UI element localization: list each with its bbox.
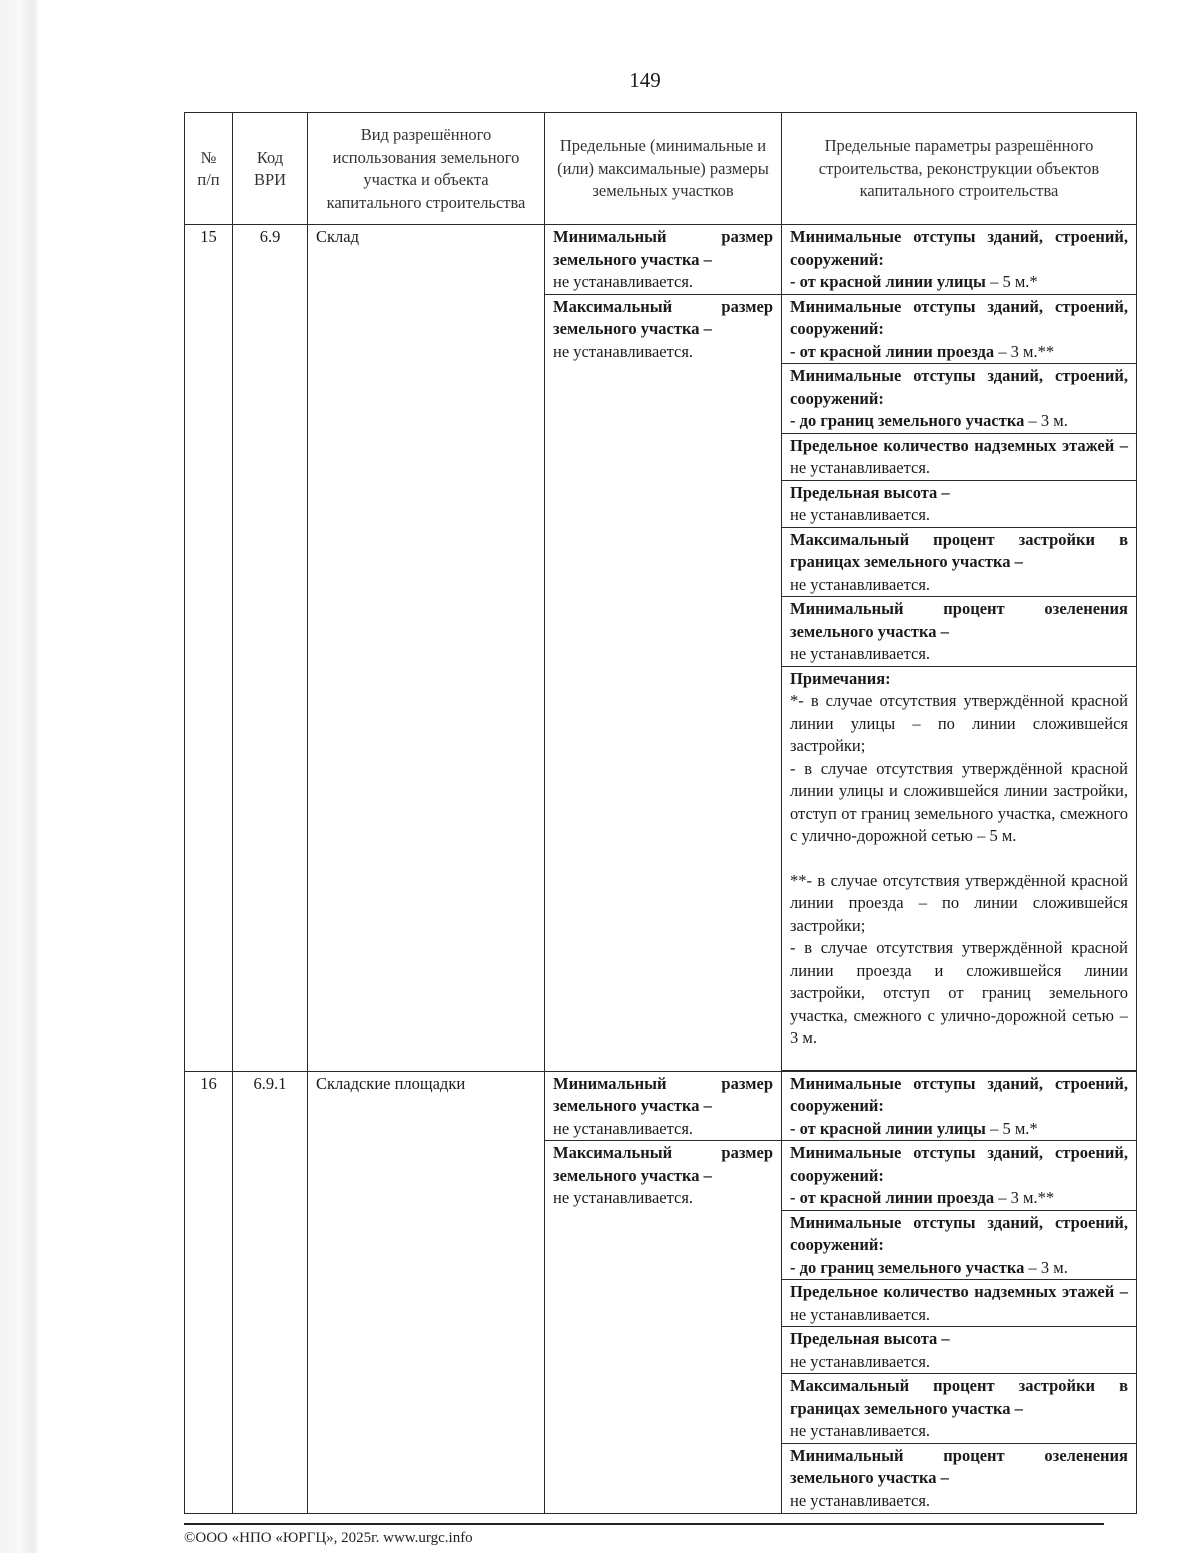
param-value: не устанавливается. <box>790 644 931 663</box>
param-value: не устанавливается. <box>790 574 931 594</box>
max-size-label: Максимальный размер земельного участка – <box>553 1143 773 1185</box>
param-cell <box>782 1327 1137 1374</box>
param-cell <box>782 1210 1137 1280</box>
note-paragraph: - в случае отсутствия утверждённой красной линии проезда и сложившейся линии застройки, отступ от границ земельного участка, смежного с улично-дорожной сетью – 3 м. <box>790 938 1128 1047</box>
param-cell <box>782 527 1137 597</box>
param-cell <box>782 1141 1137 1211</box>
param-label: Минимальный процент озеленения земельного участка – <box>790 599 1128 641</box>
param-value: не устанавливается. <box>790 1351 931 1371</box>
max-size-label: Максимальный размер земельного участка – <box>553 296 773 338</box>
max-size-value: не устанавливается. <box>553 341 694 361</box>
param-value: – 5 м.* <box>990 1118 1038 1138</box>
param-value: не устанавливается. <box>790 1304 931 1324</box>
param-label: Предельное количество надземных этажей – <box>790 435 1128 455</box>
param-cell <box>782 480 1137 527</box>
table-header-row <box>185 113 1137 225</box>
param-label: Минимальные отступы зданий, строений, сооружений: <box>790 1143 1128 1185</box>
param-label: Минимальные отступы зданий, строений, сооружений: <box>790 366 1128 408</box>
param-cell <box>782 1374 1137 1444</box>
param-value: – 3 м.** <box>998 341 1055 361</box>
param-label: Минимальные отступы зданий, строений, сооружений: <box>790 227 1128 269</box>
note-paragraph: *- в случае отсутствия утверждённой красной линии улицы – по линии сложившейся застройки; <box>790 691 1128 755</box>
min-size-label: Минимальный размер земельного участка – <box>553 227 773 269</box>
header-type: Вид разрешённого использования земельного участка и объекта капитального строительства <box>308 113 545 225</box>
row-number: 15 <box>185 225 233 1072</box>
header-code: Код ВРИ <box>233 113 308 225</box>
param-label: Минимальные отступы зданий, строений, сооружений: <box>790 1212 1128 1254</box>
param-label: Минимальные отступы зданий, строений, сооружений: <box>790 1073 1128 1115</box>
row-use-type: Складские площадки <box>308 1071 545 1513</box>
note-paragraph: **- в случае отсутствия утверждённой красной линии проезда – по линии сложившейся застройки; <box>790 870 1128 935</box>
min-size-cell <box>545 1071 782 1141</box>
param-sub: - от красной линии проезда <box>790 1188 995 1207</box>
table-row <box>185 1071 1137 1141</box>
footer-copyright: ©ООО «НПО «ЮРГЦ», 2025г. www.urgc.info <box>184 1530 473 1546</box>
param-sub: - от красной линии улицы <box>790 1118 986 1138</box>
header-sizes: Предельные (минимальные и (или) максимальные) размеры земельных участков <box>545 113 782 225</box>
param-label: Максимальный процент застройки в границах земельного участка – <box>790 529 1128 571</box>
param-cell <box>782 364 1137 434</box>
param-label: Предельная высота – <box>790 1329 950 1348</box>
param-cell <box>782 597 1137 667</box>
param-label: Минимальный процент озеленения земельного участка – <box>790 1445 1128 1487</box>
page-number: 149 <box>629 68 661 92</box>
param-value: – 3 м. <box>1028 1257 1068 1277</box>
min-size-cell <box>545 225 782 295</box>
param-sub: - от красной линии улицы <box>790 272 986 291</box>
table-row <box>185 225 1137 295</box>
row-number: 16 <box>185 1071 233 1513</box>
max-size-cell <box>545 1141 782 1514</box>
param-value: – 5 м.* <box>990 272 1038 291</box>
row-use-type: Склад <box>308 225 545 1072</box>
header-num: № п/п <box>185 113 233 225</box>
param-value: – 3 м. <box>1028 411 1068 430</box>
row-code: 6.9 <box>233 225 308 1072</box>
param-value: – 3 м.** <box>998 1188 1055 1207</box>
row-code: 6.9.1 <box>233 1071 308 1513</box>
notes-title: Примечания: <box>790 668 891 688</box>
min-size-value: не устанавливается. <box>553 1118 694 1138</box>
note-paragraph: - в случае отсутствия утверждённой красной линии улицы и сложившейся линии застройки, отступ от границ земельного участка, смежного с улично-дорожной сетью – 5 м. <box>790 758 1128 845</box>
header-params: Предельные параметры разрешённого строительства, реконструкции объектов капитального строительства <box>782 113 1137 225</box>
param-cell <box>782 1443 1137 1513</box>
param-value: не устанавливается. <box>790 458 931 477</box>
param-cell <box>782 1071 1137 1141</box>
footer-divider <box>184 1523 1104 1525</box>
param-value: не устанавливается. <box>790 505 931 524</box>
scan-edge <box>0 0 40 1553</box>
min-size-value: не устанавливается. <box>553 272 694 291</box>
param-cell <box>782 294 1137 364</box>
param-sub: - до границ земельного участка <box>790 1257 1025 1277</box>
param-label: Предельное количество надземных этажей – <box>790 1282 1128 1301</box>
param-value: не устанавливается. <box>790 1421 931 1440</box>
regulations-table <box>184 112 1137 1514</box>
max-size-cell <box>545 294 782 1071</box>
notes-cell <box>782 666 1137 1070</box>
param-sub: - от красной линии проезда <box>790 341 995 361</box>
param-cell <box>782 225 1137 295</box>
param-label: Минимальные отступы зданий, строений, сооружений: <box>790 296 1128 338</box>
min-size-label: Минимальный размер земельного участка – <box>553 1073 773 1115</box>
param-value: не устанавливается. <box>790 1490 931 1510</box>
param-cell <box>782 433 1137 480</box>
param-cell <box>782 1280 1137 1327</box>
param-label: Максимальный процент застройки в границах земельного участка – <box>790 1376 1128 1418</box>
param-label: Предельная высота – <box>790 482 950 502</box>
param-sub: - до границ земельного участка <box>790 411 1025 430</box>
max-size-value: не устанавливается. <box>553 1188 694 1207</box>
